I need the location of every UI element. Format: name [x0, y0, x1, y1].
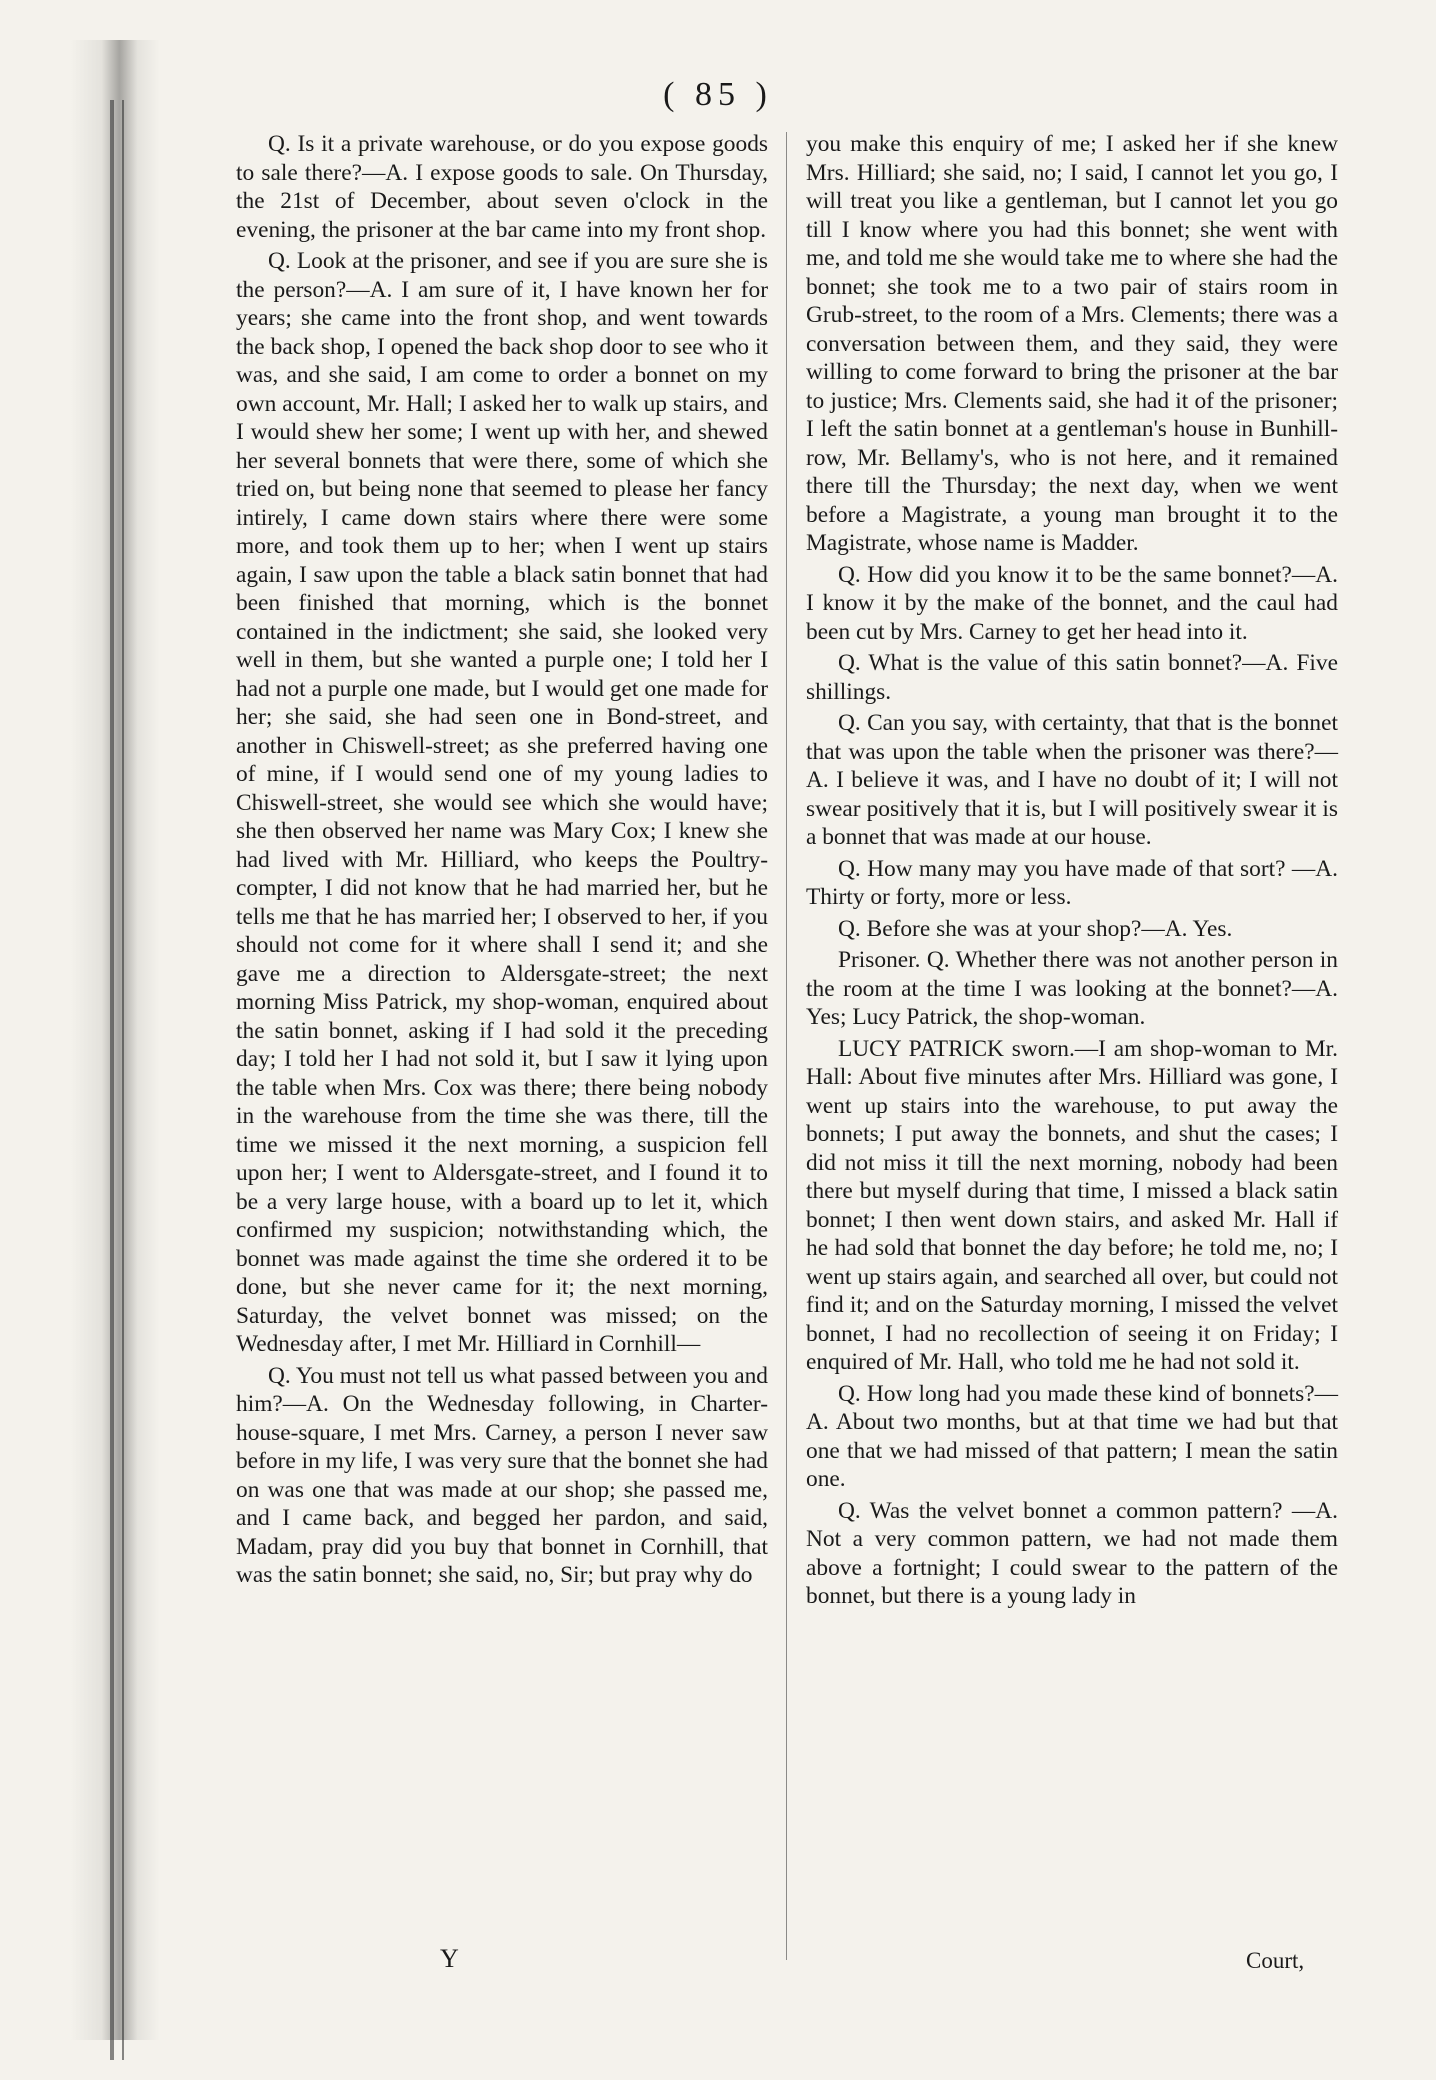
right-column [806, 130, 1338, 1960]
left-column [236, 130, 768, 1960]
catchword: Court, [1246, 1948, 1305, 1973]
paragraph: Q. Can you say, with certainty, that that is the bonnet that was upon the table when the prisoner was there?—A. I believe it was, and I have no doubt of it; I will not swear positively that it is, but I will positively swear it is a bonnet that was made at our house. [806, 710, 1338, 850]
paragraph: Q. How did you know it to be the same bonnet?—A. I know it by the make of the bonnet, and the caul had been cut by Mrs. Carney to get her head into it. [806, 561, 1338, 645]
paragraph: Q. How many may you have made of that sort? —A. Thirty or forty, more or less. [806, 855, 1338, 910]
paragraph: Q. You must not tell us what passed between you and him?—A. On the Wednesday following, in Charter-house-square, I met Mrs. Carney, a person I never saw before in my life, I was very sure that the bonnet she had on was one that was made at our shop; she passed me, and I came back, and begged her pardon, and said, Madam, pray did you buy that bonnet in Cornhill, that was the satin bonnet; she said, no, Sir; but pray why do [236, 1362, 768, 1588]
paragraph: LUCY PATRICK sworn.—I am shop-woman to Mr. Hall: About five minutes after Mrs. Hilliard was gone, I went up stairs into the warehouse, to put away the bonnets; I put away the bonnets, and shut the cases; I did not miss it till the next morning, nobody had been there but myself during that time, I missed a black satin bonnet; I then went down stairs, and asked Mr. Hall if he had sold that bonnet the day before; he told me, no; I went up stairs again, and searched all over, but could not find it; and on the Saturday morning, I missed the velvet bonnet, I had no recollection of seeing it on Friday; I enquired of Mr. Hall, who told me he had not sold it. [806, 1035, 1338, 1375]
signature-mark: Y [440, 1944, 459, 1973]
paragraph: Q. Was the velvet bonnet a common pattern? —A. Not a very common pattern, we had not made them above a fortnight; I could swear to the pattern of the bonnet, but there is a young lady in [806, 1497, 1338, 1609]
paragraph: Q. What is the value of this satin bonnet?—A. Five shillings. [806, 650, 1338, 705]
paragraph: you make this enquiry of me; I asked her if she knew Mrs. Hilliard; she said, no; I said, I cannot let you go, I will treat you like a gentleman, but I cannot let you go till I know where you had this bonnet; she went with me, and told me she would take me to where she had the bonnet; she took me to a two pair of stairs room in Grub-street, to the room of a Mrs. Clements; there was a conversation between them, and they said, they were willing to come forward to bring the prisoner at the bar to justice; Mrs. Clements said, she had it of the prisoner; I left the satin bonnet at a gentleman's house in Bunhill-row, Mr. Bellamy's, who is not here, and it remained there till the Thursday; the next day, when we went before a Magistrate, a young man brought it to the Magistrate, whose name is Madder. [806, 131, 1338, 556]
paragraph: Q. Look at the prisoner, and see if you are sure she is the person?—A. I am sure of it, I have known her for years; she came into the front shop, and went towards the back shop, I opened the back shop door to see who it was, and she said, I am come to order a bonnet on my own account, Mr. Hall; I asked her to walk up stairs, and I would shew her some; I went up with her, and shewed her several bonnets that were there, some of which she tried on, but being none that seemed to please her fancy intirely, I came down stairs where there were some more, and took them up to her; when I went up stairs again, I saw upon the table a black satin bonnet that had been finished that morning, which is the bonnet contained in the indictment; she said, she looked very well in them, but she wanted a purple one; I told her I had not a purple one made, but I would get one made for her; she said, she had seen one in Bond-street, and another in Chiswell-street; as she preferred having one of mine, if I would send one of my young ladies to Chiswell-street, she would see which she would have; she then observed her name was Mary Cox; I knew she had lived with Mr. Hilliard, who keeps the Poultry-compter, I did not know that he had married her, but he tells me that he has married her; I observed to her, if you should not come for it where shall I send it; and she gave me a direction to Aldersgate-street; the next morning Miss Patrick, my shop-woman, enquired about the satin bonnet, asking if I had sold it the preceding day; I told her I had not sold it, but I saw it lying upon the table when Mrs. Cox was there; there being nobody in the warehouse from the time she was there, till the time we missed it the next morning, a suspicion fell upon her; I went to Aldersgate-street, and I found it to be a very large house, with a board up to let it, which confirmed my suspicion; notwithstanding which, the bonnet was made against the time she ordered it to be done, but she never came for it; the next morning, Saturday, the velvet bonnet was missed; on the Wednesday after, I met Mr. Hilliard in Cornhill— [236, 248, 768, 1357]
paragraph: Prisoner. Q. Whether there was not another person in the room at the time I was looking at the bonnet?—A. Yes; Lucy Patrick, the shop-woman. [806, 947, 1338, 1030]
page-number: ( 85 ) [663, 76, 773, 113]
paragraph: Q. Before she was at your shop?—A. Yes. [838, 915, 1233, 942]
binding-edge-line [122, 100, 124, 2060]
column-divider [786, 132, 787, 1960]
binding-edge-line [110, 100, 114, 2060]
book-binding-shadow [70, 40, 160, 2040]
paragraph: Q. Is it a private warehouse, or do you expose goods to sale there?—A. I expose goods to sale. On Thursday, the 21st of December, about seven o'clock in the evening, the prisoner at the bar came into my front shop. [236, 131, 768, 243]
paragraph: Q. How long had you made these kind of bonnets?—A. About two months, but at that time we had but that one that we had missed of that pattern; I mean the satin one. [806, 1380, 1338, 1492]
